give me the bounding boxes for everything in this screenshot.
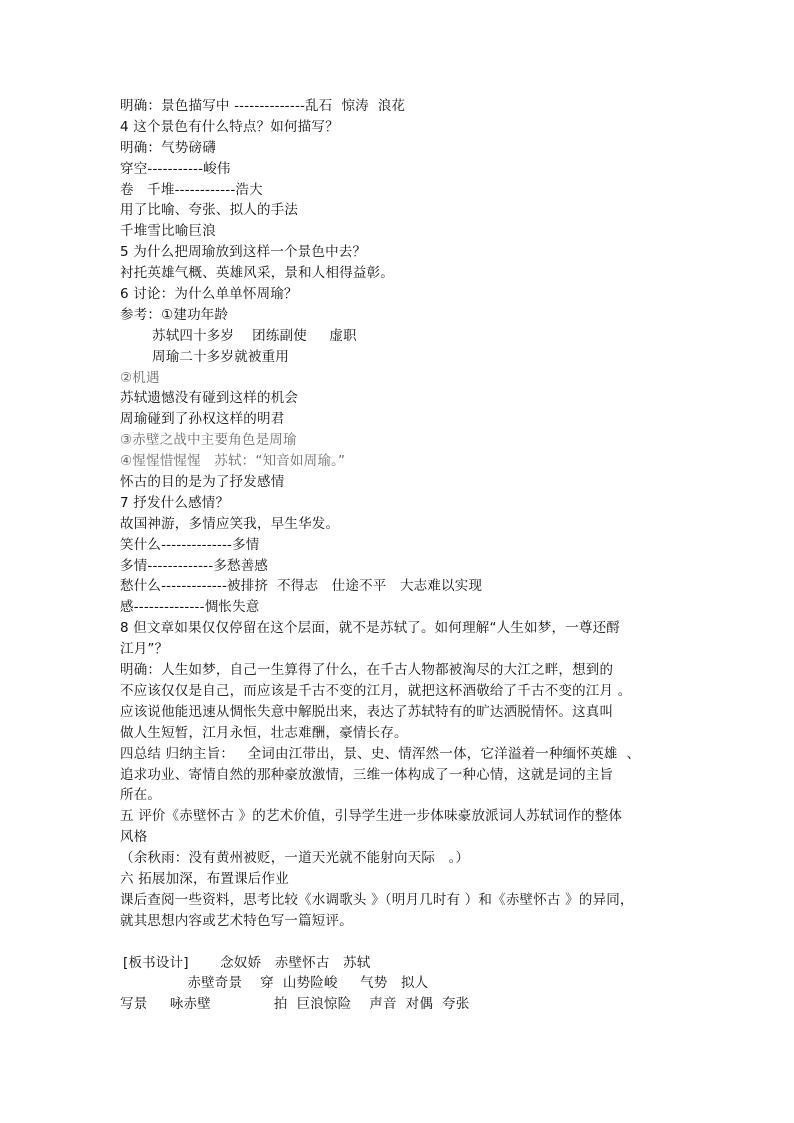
question-heading: 4 这个景色有什么特点？如何描写？	[120, 118, 339, 135]
text-line: 明确：人生如梦，自己一生算得了什么，在千古人物都被淘尽的大江之畔，想到的	[120, 662, 614, 679]
text-line: 故国神游，多情应笑我，早生华发。	[120, 515, 340, 532]
text-line: 所在。	[120, 787, 162, 804]
blank-line	[120, 932, 680, 953]
text-line: 感--------------惆怅失意	[120, 599, 260, 616]
text-line: 应该说他能迅速从惆怅失意中解脱出来，表达了苏轼特有的旷达洒脱情怀。这真叫	[120, 703, 614, 720]
text-line: 周瑜碰到了孙权这样的明君	[120, 411, 285, 428]
question-heading: 7 抒发什么感情？	[120, 494, 230, 511]
question-heading: 8 但文章如果仅仅停留在这个层面，就不是苏轼了。如何理解“人生如梦，一尊还酹	[120, 620, 620, 637]
section-heading: 六 拓展加深，布置课后作业	[120, 870, 289, 887]
text-line: 卷 千堆------------浩大	[120, 181, 263, 198]
text-line: ②机遇	[120, 369, 160, 386]
board-design-line: 写景 咏赤壁 拍 巨浪惊险 声音 对偶 夸张	[120, 996, 470, 1013]
text-line: 笑什么--------------多情	[120, 536, 260, 553]
text-line: 愁什么-------------被排挤 不得志 仕途不平 大志难以实现	[120, 578, 483, 595]
section-heading: 四总结 归纳主旨： 全词由江带出，景、史、情浑然一体，它洋溢着一种缅怀英雄 、	[120, 745, 641, 762]
text-line: 课后查阅一些资料，思考比较《水调歌头 》（明月几时有 ）和《赤壁怀古 》的异同，	[120, 891, 634, 908]
text-line: 怀古的目的是为了抒发感情	[120, 474, 285, 491]
text-line: ③赤壁之战中主要角色是周瑜	[120, 432, 297, 449]
question-heading: 5 为什么把周瑜放到这样一个景色中去？	[120, 244, 367, 261]
question-heading: 6 讨论：为什么单单怀周瑜？	[120, 286, 298, 303]
text-line: 就其思想内容或艺术特色写一篇短评。	[120, 912, 353, 929]
text-line: 衬托英雄气概、英雄风采，景和人相得益彰。	[120, 265, 394, 282]
document-page	[120, 96, 680, 1015]
text-line: 苏轼遗憾没有碰到这样的机会	[120, 390, 299, 407]
text-line: 追求功业、寄情自然的那种豪放激情，三维一体构成了一种心情，这就是词的主旨	[120, 766, 614, 783]
text-line: ④惺惺惜惺惺 苏轼：“知音如周瑜。”	[120, 453, 346, 470]
text-line: 用了比喻、夸张、拟人的手法	[120, 202, 299, 219]
text-line: 江月”？	[120, 641, 169, 658]
section-heading: 五 评价《赤壁怀古 》的艺术价值，引导学生进一步体味豪放派词人苏轼词作的整体	[120, 808, 623, 825]
text-line: 明确：气势磅礴	[120, 139, 216, 156]
board-design-title: [板书设计] 念奴娇 赤壁怀古 苏轼	[123, 954, 371, 971]
text-line: （余秋雨：没有黄州被贬，一道天光就不能射向天际 。）	[120, 850, 470, 867]
text-line: 周瑜二十多岁就被重用	[152, 348, 289, 365]
text-line: 不应该仅仅是自己，而应该是千古不变的江月，就把这杯酒敬给了千古不变的江月 。	[120, 682, 632, 699]
text-line: 风格	[120, 829, 148, 846]
text-line: 多情-------------多愁善感	[120, 557, 269, 574]
text-line: 参考：①建功年龄	[120, 306, 229, 323]
text-line: 苏轼四十多岁 团练副使 虚职	[152, 327, 357, 344]
text-line: 明确：景色描写中 --------------乱石 惊涛 浪花	[120, 98, 406, 114]
board-design-line: 赤壁奇景 穿 山势险峻 气势 拟人	[120, 975, 429, 992]
text-line: 千堆雪比喻巨浪	[120, 223, 216, 240]
text-line: 穿空-----------峻伟	[120, 160, 231, 177]
text-line: 做人生短暂，江月永恒，壮志难酬，豪情长存。	[120, 724, 408, 741]
